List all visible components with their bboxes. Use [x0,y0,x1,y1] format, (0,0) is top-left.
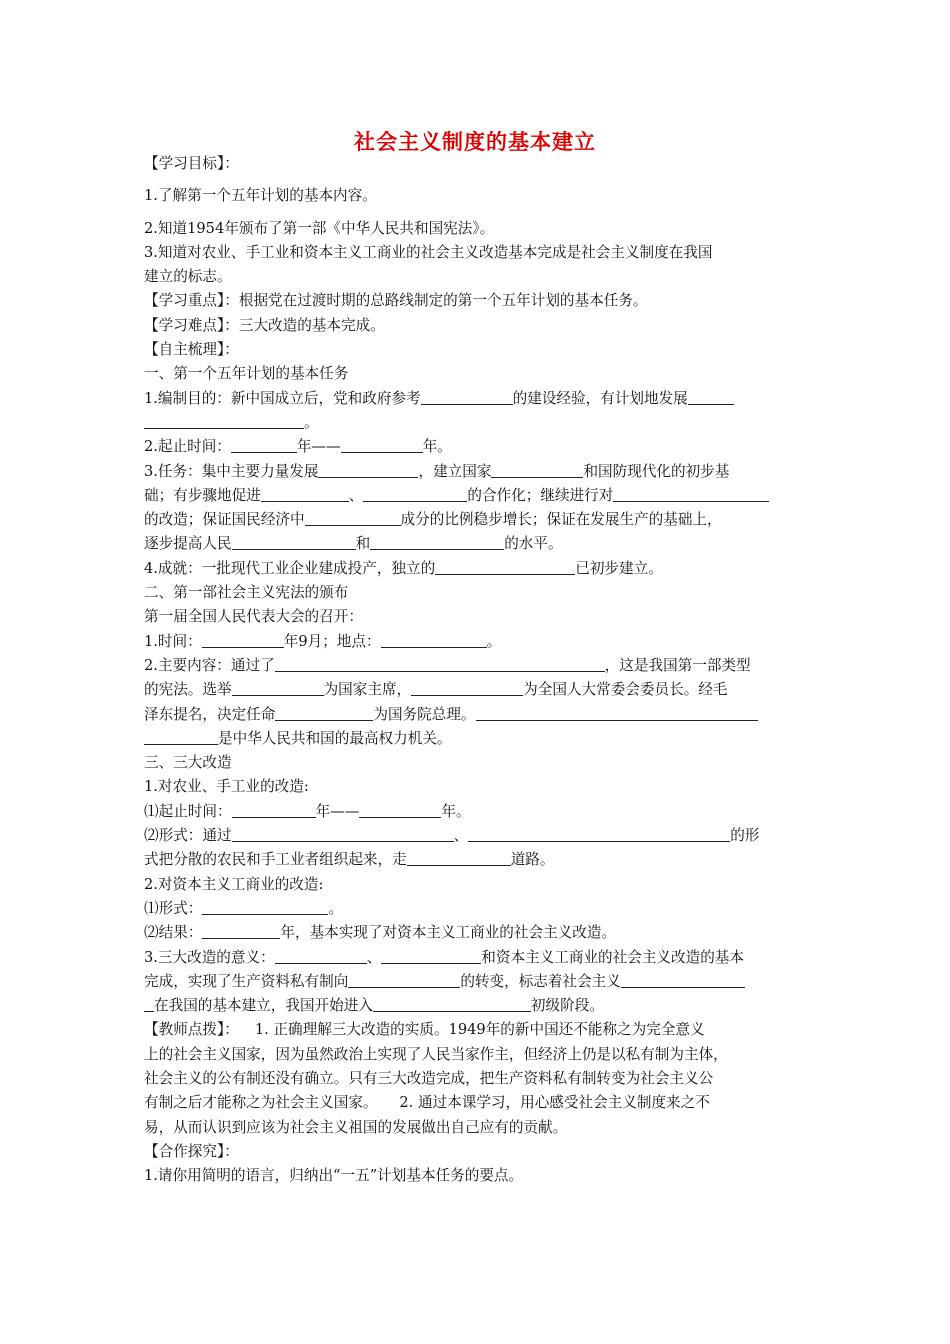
objective-3: 3.知道对农业、手工业和资本主义工商业的社会主义改造基本完成是社会主义制度在我国 [144,243,713,261]
text: ，这是我国第一部类型 [604,656,751,674]
blank[interactable] [373,995,531,1012]
blank[interactable] [318,461,418,478]
teacher-line-5: 易，从而认识到应该为社会主义祖国的发展做出自己应有的贡献。 [144,1118,568,1136]
teacher-line-2: 上的社会主义国家，因为虽然政治上实现了人民当家作主，但经济上仍是以私有制为主体， [144,1045,728,1063]
purpose-line [144,387,808,411]
blank[interactable] [411,679,523,696]
blank[interactable] [144,995,154,1012]
text: 在我国的基本建立，我国开始进入 [154,997,373,1015]
meaning-line-3 [144,994,808,1018]
text: 3.三大改造的意义： [144,948,275,966]
text: 和 [355,535,371,553]
text: 3.任务：集中主要力量发展 [144,462,319,480]
blank[interactable] [305,509,401,526]
blank[interactable] [381,947,481,964]
text: 为国家主席， [323,681,412,699]
text: 完成，实现了生产资料私有制向 [144,972,349,990]
teacher-line-1 [144,1018,808,1042]
blank[interactable] [613,485,769,502]
task-line-1 [144,460,808,484]
self-study-header: 【自主梳理】： [144,341,239,359]
page-title: 社会主义制度的基本建立 [354,130,596,154]
text: ⑴起止时间： [144,802,232,820]
text: 年。 [441,802,471,820]
meaning-line-2 [144,970,808,994]
text: 的水平。 [504,535,563,553]
blank[interactable] [144,412,304,429]
text: 、 [348,486,364,504]
blank[interactable] [407,849,511,866]
section-1-heading: 一、第一个五年计划的基本任务 [144,365,349,383]
worksheet-body [144,152,808,1188]
blank[interactable] [370,533,504,550]
text: 的宪法。选举 [144,681,232,699]
text: 泽东提名，决定任命 [144,705,276,723]
text: 年，基本实现了对资本主义工商业的社会主义改造。 [280,924,617,942]
blank[interactable] [359,801,441,818]
text: 年—— [315,802,360,820]
text: 4.成就：一批现代工业企业建成投产，独立的 [144,559,436,577]
blank[interactable] [381,631,487,648]
teacher-line-3: 社会主义的公有制还没有确立。只有三大改造完成，把生产资料私有制转变为社会主义公 [144,1069,714,1087]
content-line-4 [144,727,808,751]
cap-heading: 2.对资本主义工商业的改造: [144,875,324,893]
text: 道路。 [510,851,555,869]
blank[interactable] [348,971,460,988]
text: 础；有步骤地促进 [144,486,261,504]
content-line-1 [144,654,808,678]
text: 1.编制目的：新中国成立后，党和政府参考 [144,389,421,407]
blank[interactable] [275,704,373,721]
text: ⑵结果： [144,924,203,942]
text: 的形 [730,827,760,845]
text: 1.时间： [144,632,202,650]
blank[interactable] [275,655,605,672]
text: ，建立国家 [418,462,492,480]
text: 逐步提高人民 [144,535,232,553]
blank[interactable] [421,388,513,405]
text: 的建设经验，有计划地发展 [512,389,688,407]
objective-3-cont: 建立的标志。 [144,268,232,286]
blank[interactable] [621,971,745,988]
text: 。 [304,413,319,431]
blank[interactable] [231,436,297,453]
agri-time-line [144,800,808,824]
blank[interactable] [363,485,467,502]
meaning-line-1 [144,946,808,970]
blank[interactable] [261,485,349,502]
text: 年9月；地点： [283,632,381,650]
section-2-heading: 二、第一部社会主义宪法的颁布 [144,584,349,602]
task-line-2 [144,484,808,508]
blank[interactable] [275,947,367,964]
blank[interactable] [491,461,583,478]
text: 是中华人民共和国的最高权力机关。 [218,729,452,747]
npc-time-line [144,630,808,654]
text: 和资本主义工商业的社会主义改造的基本 [481,948,744,966]
blank[interactable] [202,631,284,648]
blank[interactable] [435,558,575,575]
text: ⑵形式：通过 [144,827,232,845]
text: 2.主要内容：通过了 [144,656,275,674]
text: 的合作化；继续进行对 [467,486,614,504]
text: 成分的比例稳步增长；保证在发展生产的基础上， [400,511,722,529]
section-2-sub: 第一届全国人民代表大会的召开： [144,608,363,626]
purpose-line-2 [144,411,808,435]
blank[interactable] [202,898,328,915]
teacher-line-4: 有制之后才能称之为社会主义国家。 2. 通过本课学习，用心感受社会主义制度来之不 [144,1094,710,1112]
text: 。 [328,899,343,917]
text: 年。 [422,438,452,456]
content-line-3 [144,703,808,727]
task-line-3 [144,508,808,532]
text: 的转变，标志着社会主义 [460,972,621,990]
text: 初级阶段。 [530,997,604,1015]
text: 、 [453,827,469,845]
text: 已初步建立。 [575,559,663,577]
text: ⑴形式： [144,899,203,917]
text: 1. 正确理解三大改造的实质。1949年的新中国还不能称之为完全意义 [254,1021,705,1039]
key-point: 【学习重点】：根据党在过渡时期的总路线制定的第一个五年计划的基本任务。 [144,292,648,310]
objective-1: 1.了解第一个五年计划的基本内容。 [144,187,377,205]
content-line-2 [144,678,808,702]
blank[interactable] [202,922,280,939]
achievement-line [144,557,808,581]
blank[interactable] [476,704,758,721]
text: 的改造；保证国民经济中 [144,511,305,529]
blank[interactable] [688,388,734,405]
cooperate-question-1: 1.请你用简明的语言，归纳出“一五”计划基本任务的要点。 [144,1167,524,1185]
text: 为全国人大常委会委员长。经毛 [523,681,728,699]
blank[interactable] [232,825,454,842]
section-3-heading: 三、三大改造 [144,754,232,772]
time-line [144,435,808,459]
agri-form-line-1 [144,824,808,848]
text: 式把分散的农民和手工业者组织起来，走 [144,851,407,869]
cap-result-line [144,921,808,945]
agri-heading: 1.对农业、手工业的改造: [144,778,309,796]
teacher-header: 【教师点拨】： [144,1021,239,1039]
text: 2.起止时间： [144,438,231,456]
blank[interactable] [468,825,730,842]
agri-form-line-2 [144,848,808,872]
blank[interactable] [144,728,218,745]
objectives-header: 【学习目标】： [144,155,239,172]
difficulty: 【学习难点】：三大改造的基本完成。 [144,316,385,334]
text: 年—— [296,438,341,456]
cap-form-line [144,897,808,921]
blank[interactable] [232,679,324,696]
text: 。 [486,632,502,650]
blank[interactable] [341,436,423,453]
objective-2: 2.知道1954年颁布了第一部《中华人民共和国宪法》。 [144,219,495,237]
cooperate-header: 【合作探究】： [144,1142,239,1160]
blank[interactable] [232,801,316,818]
text: 、 [366,948,382,966]
task-line-4 [144,532,808,556]
blank[interactable] [232,533,356,550]
text: 和国防现代化的初步基 [583,462,730,480]
text: 为国务院总理。 [373,705,476,723]
